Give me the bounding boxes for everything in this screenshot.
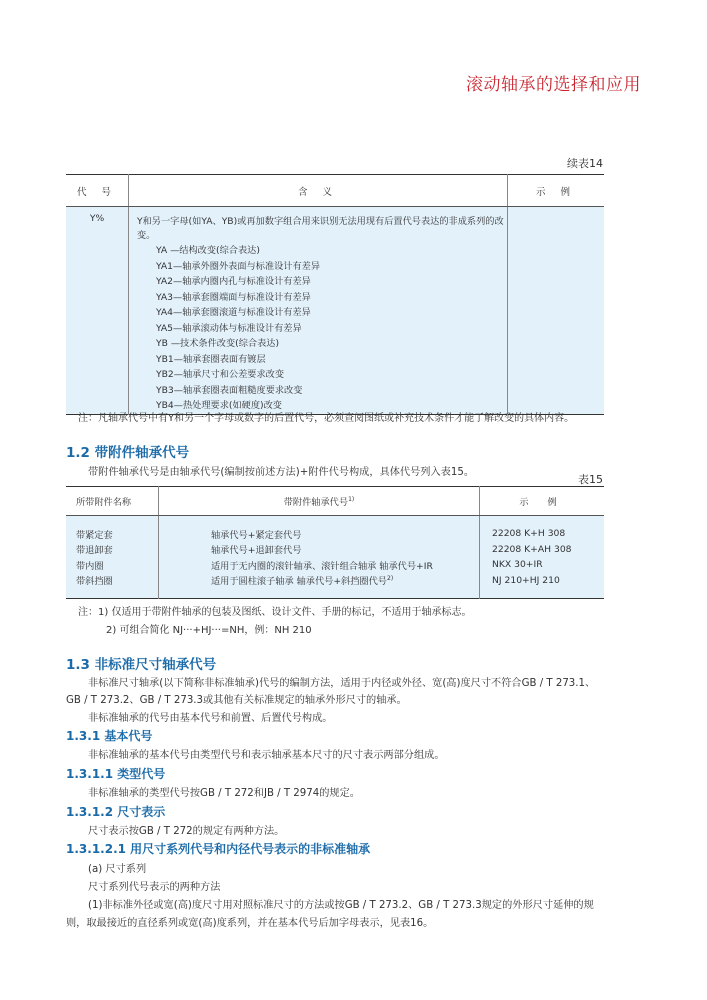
table-15-cell-sup: 2) — [387, 575, 394, 583]
table-15-header-sup: 1) — [348, 495, 355, 503]
section-1-3-1-paragraph: 非标准轴承的基本代号由类型代号和表示轴承基本尺寸的尺寸表示两部分组成。 — [88, 750, 445, 761]
table-14-item: YB2—轴承尺寸和公差要求改变 — [156, 369, 285, 380]
page-header-title: 滚动轴承的选择和应用 — [466, 75, 641, 95]
table-row — [66, 542, 604, 558]
section-1-3-paragraph-1b: GB / T 273.2、GB / T 273.3或其他有关标准规定的轴承外形尺寸的轴承。 — [66, 695, 407, 706]
table-row — [66, 557, 604, 573]
table-14-item: YB3—轴承套圈表面粗糙度要求改变 — [156, 384, 303, 396]
section-1-3-1-2-1-paragraph-2b: 则，取最接近的直径系列或宽(高)度系列，并在基本代号后加字母表示，见表16。 — [66, 918, 434, 929]
table-15-header-example: 示 例 — [480, 487, 605, 516]
table-15-cell-code: 适用于圆柱滚子轴承 轴承代号+斜挡圈代号 — [211, 576, 387, 588]
table-15-cell-name: 带内圈 — [66, 557, 159, 573]
table-14 — [66, 174, 604, 415]
table-14-item: YA —结构改变(综合表达) — [156, 245, 260, 256]
table-15-cell-code: 轴承代号+退卸套代号 — [159, 542, 480, 558]
table-15-cell-name: 带斜挡圈 — [66, 573, 159, 599]
section-1-3-paragraph-1a: 非标准尺寸轴承(以下简称非标准轴承)代号的编制方法，适用于内径或外径、宽(高)度尺寸不符合GB / T 273.1、 — [88, 678, 596, 689]
table-15-cell-name: 带紧定套 — [66, 516, 159, 542]
section-1-3-1-2-heading: 1.3.1.2 尺寸表示 — [66, 805, 166, 819]
table-14-item: YA5—轴承滚动体与标准设计有差异 — [156, 322, 302, 334]
section-1-3-1-2-paragraph: 尺寸表示按GB / T 272的规定有两种方法。 — [88, 826, 285, 837]
section-1-3-1-2-1-paragraph-2a: (1)非标准外径或宽(高)度尺寸用对照标准尺寸的方法或按GB / T 273.2、GB / T 273.3规定的外形尺寸延伸的规 — [88, 900, 594, 911]
table-15-cell-example: NKX 30+IR — [480, 557, 605, 573]
table-15-header-code: 带附件轴承代号 — [283, 497, 349, 508]
table-15-cell-example: 22208 K+AH 308 — [480, 542, 605, 558]
table-14-item: YA2—轴承内圈内孔与标准设计有差异 — [156, 276, 311, 287]
table-14-example-cell — [508, 207, 605, 415]
section-1-3-1-1-paragraph: 非标准轴承的类型代号按GB / T 272和JB / T 2974的规定。 — [88, 788, 360, 799]
table-14-meaning — [129, 207, 508, 415]
section-1-3-1-2-1-heading: 1.3.1.2.1 用尺寸系列代号和内径代号表示的非标准轴承 — [66, 842, 371, 856]
table-14-item: YB4—热处理要求(如硬度)改变 — [156, 400, 282, 411]
table-15-header-name: 所带附件名称 — [66, 487, 159, 516]
table-14-note: 注：凡轴承代号中有Y和另一个字母或数字的后置代号，必须查阅图纸或补充技术条件才能了解改变的具体内容。 — [78, 413, 575, 424]
table-15-cell-code: 轴承代号+紧定套代号 — [159, 516, 480, 542]
section-1-3-1-heading: 1.3.1 基本代号 — [66, 729, 153, 743]
table-14-item: YA1—轴承外圈外表面与标准设计有差异 — [156, 260, 321, 272]
table-14-meaning-intro: Y和另一字母(如YA、YB)或再加数字组合用来识别无法用现有后置代号表达的非成系列的改变。 — [137, 216, 504, 241]
section-1-2-heading: 1.2 带附件轴承代号 — [66, 445, 190, 461]
table-15 — [66, 486, 604, 599]
table-14-item: YB1—轴承套圈表面有镀层 — [156, 353, 266, 365]
table-14-header-meaning: 含 义 — [129, 175, 508, 207]
section-1-3-1-2-1-item-a: (a) 尺寸系列 — [88, 864, 147, 875]
section-1-3-1-1-heading: 1.3.1.1 类型代号 — [66, 767, 166, 781]
table-15-cell-example: NJ 210+HJ 210 — [480, 573, 605, 599]
section-1-3-paragraph-2: 非标准轴承的代号由基本代号和前置、后置代号构成。 — [88, 713, 333, 724]
table-15-note-1: 注：1) 仅适用于带附件轴承的包装及图纸、设计文件、手册的标记，不适用于轴承标志。 — [78, 607, 472, 618]
table-15-cell-example: 22208 K+H 308 — [480, 516, 605, 542]
table-15-cell-code: 适用于无内圈的滚针轴承、滚针组合轴承 轴承代号+IR — [159, 557, 480, 573]
section-1-3-heading: 1.3 非标准尺寸轴承代号 — [66, 657, 217, 673]
table-14-item: YB —技术条件改变(综合表达) — [156, 338, 280, 349]
table-14-header-code: 代 号 — [66, 175, 129, 207]
table-row — [66, 516, 604, 542]
section-1-3-1-2-1-paragraph-1: 尺寸系列代号表示的两种方法 — [88, 882, 221, 893]
table-15-header-code-cell — [159, 487, 480, 516]
section-1-2-intro: 带附件轴承代号是由轴承代号(编制按前述方法)+附件代号构成，具体代号列入表15。 — [88, 467, 475, 478]
table-15-caption: 表15 — [578, 473, 603, 486]
table-15-cell-name: 带退卸套 — [66, 542, 159, 558]
table-row — [66, 573, 604, 599]
table-14-caption: 续表14 — [567, 157, 603, 170]
table-14-code: Y% — [66, 207, 129, 415]
table-15-note-2: 2) 可组合简化 NJ···+HJ···=NH，例：NH 210 — [106, 625, 312, 636]
table-14-item: YA3—轴承套圈端面与标准设计有差异 — [156, 291, 311, 303]
table-14-item: YA4—轴承套圈滚道与标准设计有差异 — [156, 307, 311, 318]
table-14-header-example: 示 例 — [508, 175, 605, 207]
table-15-cell-code-wrap — [159, 573, 480, 599]
